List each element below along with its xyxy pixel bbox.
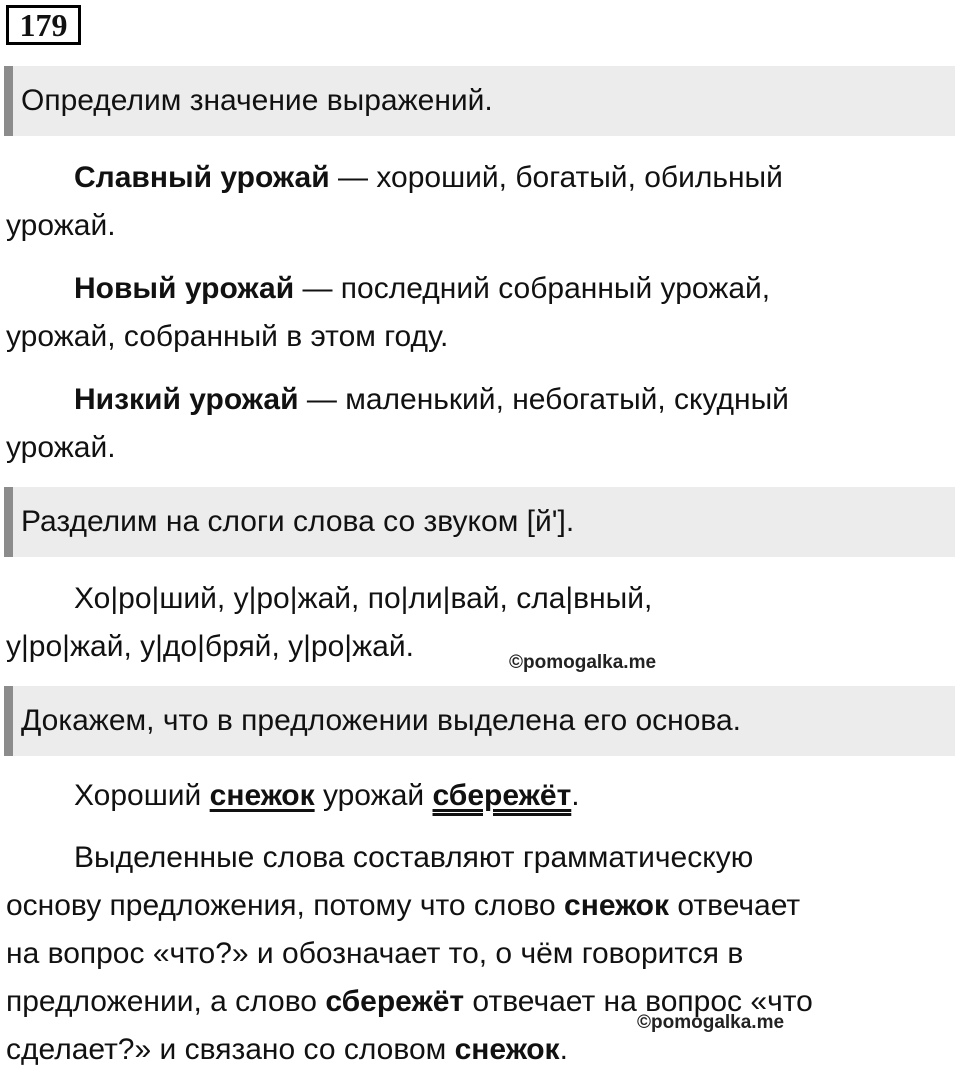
section-heading-syllables: Разделим на слоги слова со звуком [й']. — [4, 487, 955, 557]
definition-item — [6, 154, 951, 250]
explanation-text: отвечает — [669, 889, 801, 922]
explanation-text: отвечает на вопрос «что — [464, 985, 813, 1018]
watermark: ©pomogalka.me — [509, 652, 657, 673]
definition-text: — хороший, богатый, обильный — [329, 161, 783, 194]
explanation-text: сделает?» и связано со словом — [6, 1033, 455, 1066]
term: Славный урожай — [74, 161, 330, 194]
sentence-word: урожай — [314, 779, 433, 812]
watermark: ©pomogalka.me — [637, 1012, 785, 1033]
term: Новый урожай — [74, 272, 295, 305]
definition-text: — последний собранный урожай, — [294, 272, 771, 305]
sentence-end: . — [571, 779, 580, 812]
definition-item — [6, 265, 951, 361]
term: Низкий урожай — [74, 383, 299, 416]
definition-text: урожай. — [6, 209, 116, 242]
syllables-line: Хо|ро|ший, у|ро|жай, по|ли|вай, сла|вный, — [74, 582, 653, 615]
syllables-line: у|ро|жай, у|до|бряй, у|ро|жай. — [6, 630, 414, 663]
syllables-paragraph — [6, 575, 951, 671]
explanation-text: Выделенные слова составляют грамматическую — [74, 841, 754, 874]
section-heading-basis: Докажем, что в предложении выделена его основа. — [4, 686, 955, 756]
exercise-number: 179 — [6, 5, 81, 45]
definition-text: урожай, собранный в этом году. — [6, 320, 449, 353]
explanation-paragraph — [6, 834, 951, 1074]
explanation-text: . — [559, 1033, 568, 1066]
explanation-text: основу предложения, потому что слово — [6, 889, 565, 922]
explanation-text: на вопрос «что?» и обозначает то, о чём говорится в — [6, 937, 744, 970]
explanation-bold: снежок — [454, 1033, 560, 1066]
sentence-word: Хороший — [74, 779, 210, 812]
example-sentence — [6, 772, 951, 820]
explanation-bold: снежок — [564, 889, 670, 922]
definition-text: — маленький, небогатый, скудный — [298, 383, 789, 416]
section-heading-meanings: Определим значение выражений. — [4, 66, 955, 136]
predicate-word: сбережёт — [432, 779, 572, 812]
explanation-text: предложении, а слово — [6, 985, 326, 1018]
explanation-bold: сбережёт — [325, 985, 465, 1018]
definition-text: урожай. — [6, 431, 116, 464]
subject-word: снежок — [209, 779, 315, 812]
definition-item — [6, 376, 951, 472]
